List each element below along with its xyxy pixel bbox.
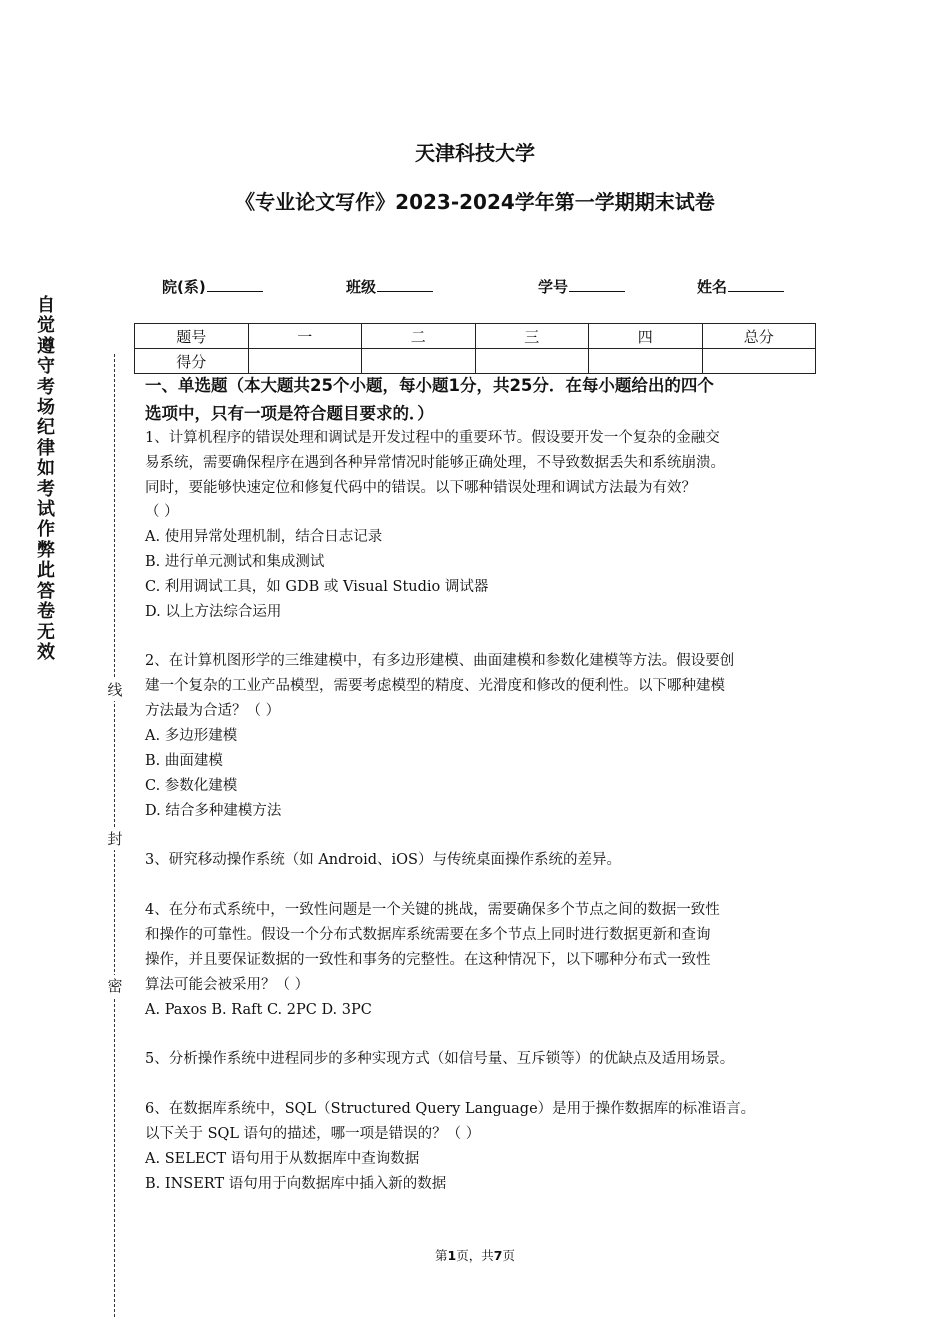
class-blank[interactable]	[377, 276, 433, 292]
question-4-text: 和操作的可靠性。假设一个分布式数据库系统需要在多个节点上同时进行数据更新和查询	[145, 927, 711, 943]
score-cell[interactable]	[248, 349, 362, 374]
footer-prefix: 第	[435, 1248, 448, 1263]
student-id-field[interactable]	[538, 276, 625, 297]
margin-warning: 自觉遵守考场纪律如考试作弊此答卷无效	[37, 295, 55, 663]
question-2-text: 建一个复杂的工业产品模型，需要考虑模型的精度、光滑度和修改的便利性。以下哪种建模	[145, 678, 725, 694]
score-table-header-row	[135, 324, 816, 349]
score-table	[134, 323, 816, 374]
question-6-text: 以下关于 SQL 语句的描述，哪一项是错误的？（ ）	[145, 1126, 481, 1142]
score-table-header-cell: 四	[589, 324, 703, 349]
question-4-text: 4、在分布式系统中，一致性问题是一个关键的挑战，需要确保多个节点之间的数据一致性	[145, 902, 720, 918]
question-1-text: 同时，要能够快速定位和修复代码中的错误。以下哪种错误处理和调试方法最为有效？	[145, 480, 696, 496]
footer-suffix: 页	[502, 1248, 515, 1263]
question-1-option-a[interactable]: A. 使用异常处理机制，结合日志记录	[145, 529, 383, 545]
class-label: 班级	[346, 278, 377, 296]
question-1-option-b[interactable]: B. 进行单元测试和集成测试	[145, 554, 325, 570]
question-3-text: 3、研究移动操作系统（如 Android、iOS）与传统桌面操作系统的差异。	[145, 852, 621, 868]
department-field[interactable]	[162, 276, 263, 297]
question-5-text: 5、分析操作系统中进程同步的多种实现方式（如信号量、互斥锁等）的优缺点及适用场景。	[145, 1051, 735, 1067]
student-info-row	[0, 276, 950, 298]
question-4-options[interactable]: A. Paxos B. Raft C. 2PC D. 3PC	[145, 1002, 372, 1018]
score-row-label: 得分	[135, 349, 249, 374]
question-6-option-a[interactable]: A. SELECT 语句用于从数据库中查询数据	[145, 1151, 420, 1167]
current-page-number: 1	[447, 1248, 457, 1263]
section-1-heading-line: 选项中，只有一项是符合题目要求的．）	[145, 404, 434, 423]
question-1-text: 1、计算机程序的错误处理和调试是开发过程中的重要环节。假设要开发一个复杂的金融交	[145, 430, 720, 446]
department-label: 院(系)	[162, 278, 206, 296]
binding-secret-char: 密	[105, 975, 125, 997]
score-table-header-cell: 题号	[135, 324, 249, 349]
department-blank[interactable]	[207, 276, 263, 292]
question-2-text: 2、在计算机图形学的三维建模中，有多边形建模、曲面建模和参数化建模等方法。假设要创	[145, 653, 735, 669]
score-cell[interactable]	[362, 349, 476, 374]
question-2-option-d[interactable]: D. 结合多种建模方法	[145, 803, 282, 819]
score-table-header-cell: 总分	[702, 324, 816, 349]
score-table-header-cell: 二	[362, 324, 476, 349]
score-cell[interactable]	[475, 349, 589, 374]
name-blank[interactable]	[728, 276, 784, 292]
student-id-label: 学号	[538, 278, 569, 296]
section-1-heading	[145, 372, 815, 428]
question-1-text: 易系统，需要确保程序在遇到各种异常情况时能够正确处理，不导致数据丢失和系统崩溃。	[145, 455, 725, 471]
question-4-text: 算法可能会被采用？（ ）	[145, 977, 310, 993]
class-field[interactable]	[346, 276, 433, 297]
exam-title: 《专业论文写作》2023-2024学年第一学期期末试卷	[235, 190, 715, 214]
section-1-heading-line: 一、单选题（本大题共25个小题，每小题1分，共25分．在每小题给出的四个	[145, 376, 714, 395]
student-id-blank[interactable]	[569, 276, 625, 292]
total-pages-number: 7	[493, 1248, 503, 1263]
question-1-option-c[interactable]: C. 利用调试工具，如 GDB 或 Visual Studio 调试器	[145, 579, 489, 595]
binding-line-char: 线	[105, 679, 125, 701]
question-2-option-a[interactable]: A. 多边形建模	[145, 728, 238, 744]
binding-seal-char: 封	[105, 828, 125, 850]
question-2-option-c[interactable]: C. 参数化建模	[145, 778, 238, 794]
score-table-score-row	[135, 349, 816, 374]
footer-middle: 页，共	[456, 1248, 494, 1263]
question-1-answer-blank: （ ）	[145, 504, 179, 520]
university-title: 天津科技大学	[415, 141, 535, 165]
name-field[interactable]	[697, 276, 784, 297]
question-1-option-d[interactable]: D. 以上方法综合运用	[145, 604, 282, 620]
question-4-text: 操作，并且要保证数据的一致性和事务的完整性。在这种情况下，以下哪种分布式一致性	[145, 952, 711, 968]
score-cell[interactable]	[589, 349, 703, 374]
score-table-header-cell: 三	[475, 324, 589, 349]
question-2-text: 方法最为合适？（ ）	[145, 703, 281, 719]
name-label: 姓名	[697, 278, 728, 296]
question-6-text: 6、在数据库系统中，SQL（Structured Query Language）是用于操作数据库的标准语言。	[145, 1101, 756, 1117]
score-table-header-cell: 一	[248, 324, 362, 349]
score-cell[interactable]	[702, 349, 816, 374]
question-6-option-b[interactable]: B. INSERT 语句用于向数据库中插入新的数据	[145, 1176, 447, 1192]
page-footer	[0, 1246, 950, 1264]
question-2-option-b[interactable]: B. 曲面建模	[145, 753, 223, 769]
